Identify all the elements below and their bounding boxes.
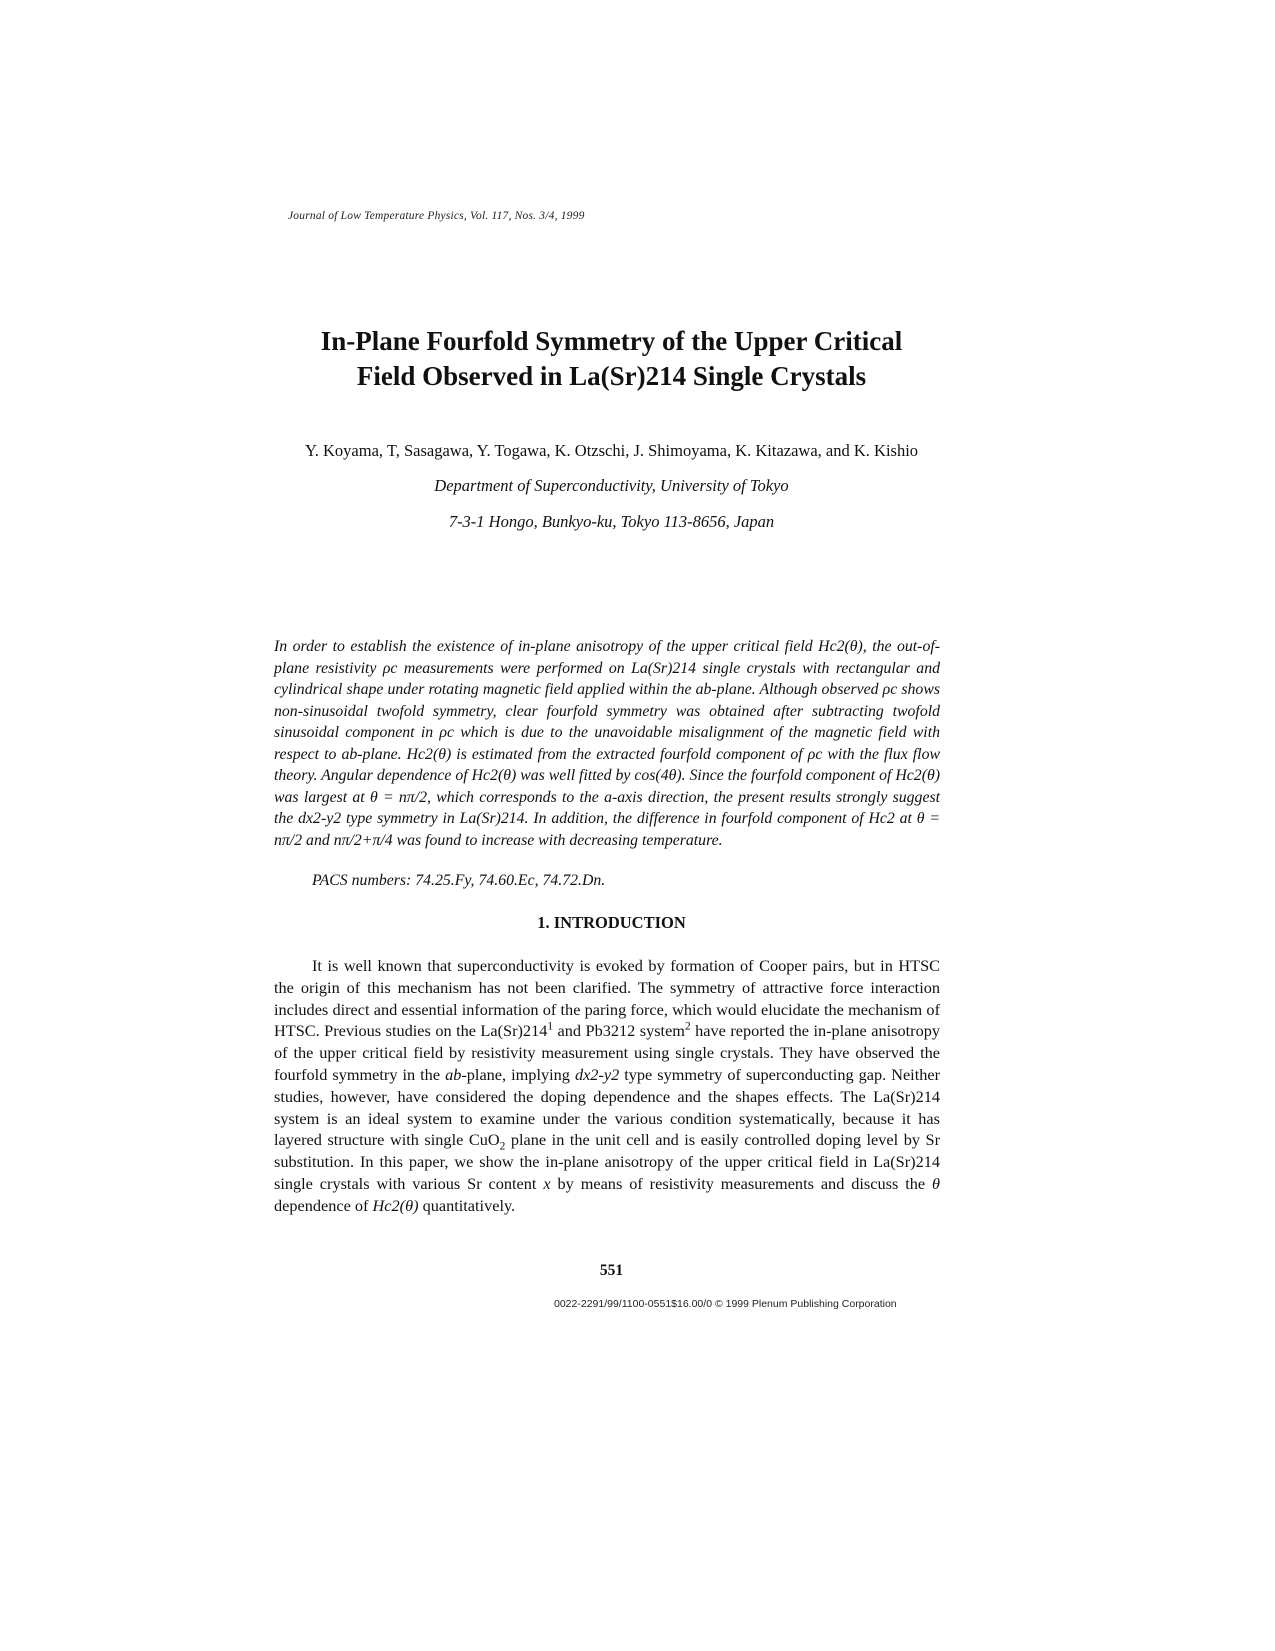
intro-symbol: x bbox=[543, 1173, 551, 1193]
title-line-2: Field Observed in La(Sr)214 Single Crystals bbox=[356, 361, 867, 391]
abstract-paragraph bbox=[274, 636, 940, 851]
intro-text: by means of resistivity measurements and discuss the bbox=[550, 1173, 932, 1193]
intro-text: dependence of bbox=[274, 1195, 373, 1215]
abstract-symbol: ρc bbox=[439, 724, 454, 741]
abstract-symbol: Hc2(θ) bbox=[471, 767, 517, 784]
abstract-symbol: Hc2(θ) bbox=[895, 767, 940, 784]
copyright-line: 0022-2291/99/1100-0551$16.00/0 © 1999 Plenum Publishing Corporation bbox=[554, 1298, 897, 1310]
abstract-text: is estimated from the extracted fourfold component of bbox=[451, 745, 808, 763]
abstract-text: In order to establish the existence of in-plane anisotropy of the upper critical field bbox=[274, 638, 819, 655]
abstract bbox=[274, 636, 940, 851]
abstract-text: which is due to the unavoidable misalignment of the magnetic field with respect to ab-plane. bbox=[274, 724, 940, 763]
intro-text: type symmetry of superconducting gap. Neither studies, however, have considered the doping dependence and the shapes effects. The La(Sr)214 system is an ideal system to examine under the various condition systematically, because it has layered structure with single CuO bbox=[274, 1064, 941, 1150]
intro-text: quantitatively. bbox=[418, 1195, 516, 1215]
abstract-text: , the out-of-plane resistivity bbox=[274, 638, 940, 677]
section-heading: 1. INTRODUCTION bbox=[537, 913, 686, 932]
citation-ref: 2 bbox=[684, 1020, 691, 1033]
intro-symbol: Hc2(θ) bbox=[372, 1195, 419, 1215]
title-line-1: In-Plane Fourfold Symmetry of the Upper Critical bbox=[320, 326, 903, 356]
paper-title bbox=[200, 324, 1023, 394]
abstract-text: with the flux flow theory. Angular dependence of bbox=[274, 745, 940, 784]
abstract-text: measurements were performed on La(Sr)214 single crystals with rectangular and cylindrical shape under rotating magnetic field applied within the ab-plane. Although observed bbox=[274, 659, 940, 698]
chemical-subscript: 2 bbox=[499, 1140, 506, 1153]
intro-text: plane in the unit cell and is easily controlled doping level by Sr substitution. In this paper, we show the in-plane anisotropy of the upper critical field in La(Sr)214 single crystals with various Sr content bbox=[274, 1130, 941, 1193]
author-list: Y. Koyama, T, Sasagawa, Y. Togawa, K. Otzschi, J. Shimoyama, K. Kitazawa, and K. Kishio bbox=[304, 441, 919, 460]
abstract-text: type symmetry in La(Sr)214. In addition, the difference in fourfold component of bbox=[341, 810, 869, 827]
intro-text: have reported the in-plane anisotropy of the upper critical field by resistivity measurement using single crystals. They have observed the fourfold symmetry in the bbox=[274, 1021, 940, 1084]
abstract-symbol: Hc2 bbox=[868, 810, 895, 827]
abstract-symbol: Hc2(θ) bbox=[818, 638, 863, 655]
affiliation-department: Department of Superconductivity, University of Tokyo bbox=[434, 476, 789, 495]
intro-symbol: dx2-y2 bbox=[574, 1064, 620, 1084]
citation-ref: 1 bbox=[547, 1020, 554, 1033]
intro-symbol: ab bbox=[445, 1064, 462, 1084]
intro-text: and Pb3212 system bbox=[553, 1021, 685, 1041]
abstract-text: at θ = nπ/2 and nπ/2+π/4 was found to increase with decreasing temperature. bbox=[274, 810, 940, 849]
introduction-paragraph bbox=[274, 955, 940, 1217]
abstract-text: was largest at θ = nπ/2, which corresponds to the a-axis direction, the present results strongly suggest the bbox=[274, 788, 940, 827]
page-number: 551 bbox=[599, 1262, 624, 1279]
affiliation-address: 7-3-1 Hongo, Bunkyo-ku, Tokyo 113-8656, Japan bbox=[448, 512, 775, 531]
journal-citation: Journal of Low Temperature Physics, Vol. 117, Nos. 3/4, 1999 bbox=[288, 210, 585, 222]
intro-text: It is well known that superconductivity is evoked by formation of Cooper pairs, but in HTSC the origin of this mechanism has not been clarified. The symmetry of attractive force interaction includes direct and essential information of the paring force, which would elucidate the mechanism of HTSC. Previous studies on the La(Sr)214 bbox=[274, 956, 940, 1041]
intro-text: -plane, implying bbox=[461, 1064, 575, 1084]
abstract-symbol: Hc2(θ) bbox=[406, 745, 452, 763]
abstract-symbol: ρc bbox=[807, 745, 823, 763]
pacs-numbers: PACS numbers: 74.25.Fy, 74.60.Ec, 74.72.Dn. bbox=[312, 872, 606, 889]
abstract-symbol: ρc bbox=[382, 659, 398, 677]
abstract-text: shows non-sinusoidal twofold symmetry, clear fourfold symmetry was obtained after subtracting twofold sinusoidal component in bbox=[274, 681, 941, 741]
intro-symbol: θ bbox=[932, 1173, 940, 1193]
abstract-symbol: dx2-y2 bbox=[298, 810, 342, 827]
abstract-symbol: ρc bbox=[882, 681, 898, 698]
introduction-body bbox=[274, 955, 940, 1217]
abstract-text: was well fitted by cos(4θ). Since the fourfold component of bbox=[516, 767, 896, 784]
